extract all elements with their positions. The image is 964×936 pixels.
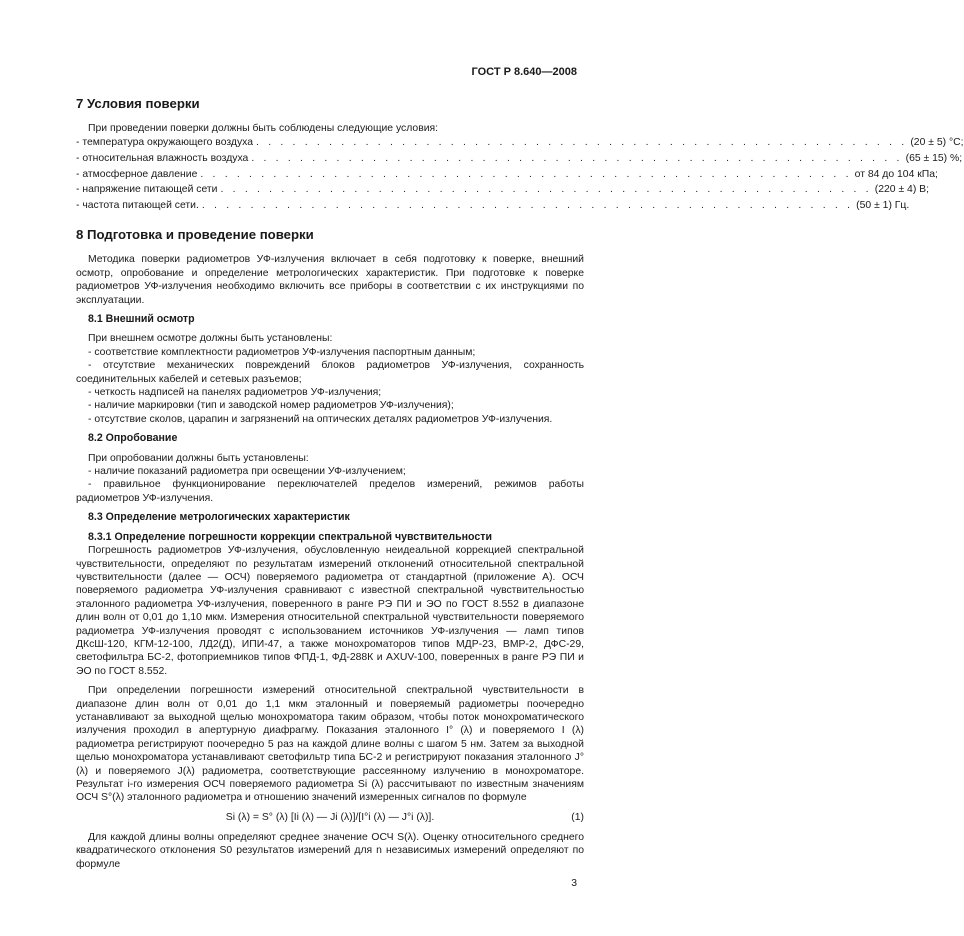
condition-value: (50 ± 1) Гц. xyxy=(856,199,910,211)
subsection-8-3-1-title: 8.3.1 Определение погрешности коррекции спектральной чувствительности xyxy=(88,530,492,543)
leader-dots: . . . . . . . . . . . . . . . . . . . . . . . . . . . . . . . . . . . . . . . . . . . . . . . . . . . . . . xyxy=(201,199,854,211)
condition-label: - частота питающей сети. xyxy=(76,199,199,211)
condition-row xyxy=(76,182,929,198)
section-7-title: 7 Условия поверки xyxy=(76,96,200,111)
page-content xyxy=(76,96,964,871)
list-item: - отсутствие механических повреждений блоков радиометров УФ-излучения, сохранность соединительных кабелей и сетевых разъемов; xyxy=(76,360,584,385)
section-7-intro: При проведении поверки должны быть соблюдены следующие условия: xyxy=(88,123,439,134)
condition-label: - атмосферное давление xyxy=(76,168,198,180)
leader-dots: . . . . . . . . . . . . . . . . . . . . . . . . . . . . . . . . . . . . . . . . . . . . . . . . . . . . . . xyxy=(251,153,903,164)
section-8-title: 8 Подготовка и проведение поверки xyxy=(76,227,314,243)
list-item: - наличие маркировки (тип и заводской номер радиометров УФ-излучения); xyxy=(88,400,454,412)
subsection-8-2-title: 8.2 Опробование xyxy=(88,432,178,445)
paragraph: Для каждой длины волны определяют среднее значение ОСЧ S(λ). Оценку относительного среднего квадратического отклонения S0 результатов измерений для n независимых измерений определяют по формуле xyxy=(76,831,584,870)
condition-label: - температура окружающего воздуха xyxy=(76,137,254,149)
subsection-8-2-intro: При опробовании должны быть установлены: xyxy=(88,452,309,464)
condition-value: (65 ± 15) %; xyxy=(905,153,963,164)
list-item: - наличие показаний радиометра при освещении УФ-излучением; xyxy=(88,466,406,478)
leader-dots: . . . . . . . . . . . . . . . . . . . . . . . . . . . . . . . . . . . . . . . . . . . . . . . . . . . . . . xyxy=(220,184,872,196)
leader-dots: . . . . . . . . . . . . . . . . . . . . . . . . . . . . . . . . . . . . . . . . . . . . . . . . . . . . . . xyxy=(256,137,908,149)
condition-row xyxy=(76,198,910,214)
list-item: - правильное функционирование переключателей пределов измерений, режимов работы радиометров УФ-излучения. xyxy=(76,479,584,504)
document-code: ГОСТ Р 8.640—2008 xyxy=(471,66,577,78)
leader-dots: . . . . . . . . . . . . . . . . . . . . . . . . . . . . . . . . . . . . . . . . . . . . . . . . . . . . . . xyxy=(200,168,852,180)
subsection-8-3-title: 8.3 Определение метрологических характеристик xyxy=(88,511,350,524)
paragraph: Погрешность радиометров УФ-излучения, обусловленную неидеальной коррекцией спектральной чувствительности, определяют по результатам измерений отклонений относительной спектральной чувствительности (далее — ОСЧ) поверяемого радиометра от стандартной (приложение А). ОСЧ поверяемого радиометра УФ-излучения сравнивают с известной спектральной чувствительностью эталонного радиометра УФ-излучения, поверенного в ранге РЭ ПИ и ЭО по ГОСТ 8.552 в диапазоне длин волн от 0,01 до 1,10 мкм. Измерения относительной спектральной чувствительности поверяемого радиометра УФ-излучения проводят с использованием источников УФ-излучения — ламп типов ДКсШ-120, КГМ-12-100, ЛД2(Д), ИПИ-47, а также монохроматоров типов МДР-23, ВМР-2, ДФС-29, светофильтра БС-2, фотоприемников типов ФПД-1, ФД-288К и AXUV-100, поверенных в ранге РЭ ПИ и ЭО по ГОСТ 8.552. xyxy=(76,545,584,677)
condition-row xyxy=(76,167,938,183)
formula-1 xyxy=(76,811,584,825)
condition-value: от 84 до 104 кПа; xyxy=(854,168,938,180)
condition-value: (220 ± 4) В; xyxy=(874,184,929,196)
condition-label: - относительная влажность воздуха xyxy=(76,153,249,164)
section-8-intro: Методика поверки радиометров УФ-излучения включает в себя подготовку к поверке, внешний осмотр, опробование и определение метрологических характеристик. При подготовке к поверке радиометров УФ-излучения необходимо включить все приборы в соответствии с их инструкциями по эксплуатации. xyxy=(76,254,584,306)
formula-expression: Si (λ) = S° (λ) [Ii (λ) — Ji (λ)]/[I°i (λ) — J°i (λ)]. xyxy=(225,811,435,823)
formula-number: (1) xyxy=(571,811,584,823)
page-number: 3 xyxy=(571,878,577,889)
subsection-8-1-title: 8.1 Внешний осмотр xyxy=(88,313,195,325)
condition-label: - напряжение питающей сети xyxy=(76,184,218,196)
list-item: - четкость надписей на панелях радиометров УФ-излучения; xyxy=(88,387,382,399)
condition-value: (20 ± 5) °С; xyxy=(910,137,964,149)
list-item: - соответствие комплектности радиометров УФ-излучения паспортным данным; xyxy=(88,346,476,358)
conditions-list xyxy=(76,135,964,213)
list-item: - отсутствие сколов, царапин и загрязнений на оптических деталях радиометров УФ-излучения. xyxy=(88,413,553,425)
subsection-8-1-intro: При внешнем осмотре должны быть установлены: xyxy=(88,333,333,345)
paragraph: При определении погрешности измерений относительной спектральной чувствительности в диапазоне длин волн от 0,01 до 1,1 мкм эталонный и поверяемый радиометры поочередно устанавливают за выходной щелью монохроматора таким образом, чтобы поток монохроматического излучения проходил в апертурную диафрагму. Показания эталонного I° (λ) и поверяемого I (λ) радиометра регистрируют поочередно 5 раз на каждой длине волны с шагом 5 нм. Затем за выходной щелью монохроматора устанавливают светофильтр типа БС-2 и регистрируют показания эталонного J° (λ) и поверяемого J(λ) радиометра, соответствующие рассеянному излучению в монохроматоре. Результат i-го измерения ОСЧ поверяемого радиометра Si (λ) рассчитывают по известным значениям ОСЧ S°(λ) эталонного радиометра и отношению значений измеренных сигналов по формуле xyxy=(76,685,584,804)
condition-row xyxy=(76,135,964,151)
condition-row xyxy=(76,151,963,167)
